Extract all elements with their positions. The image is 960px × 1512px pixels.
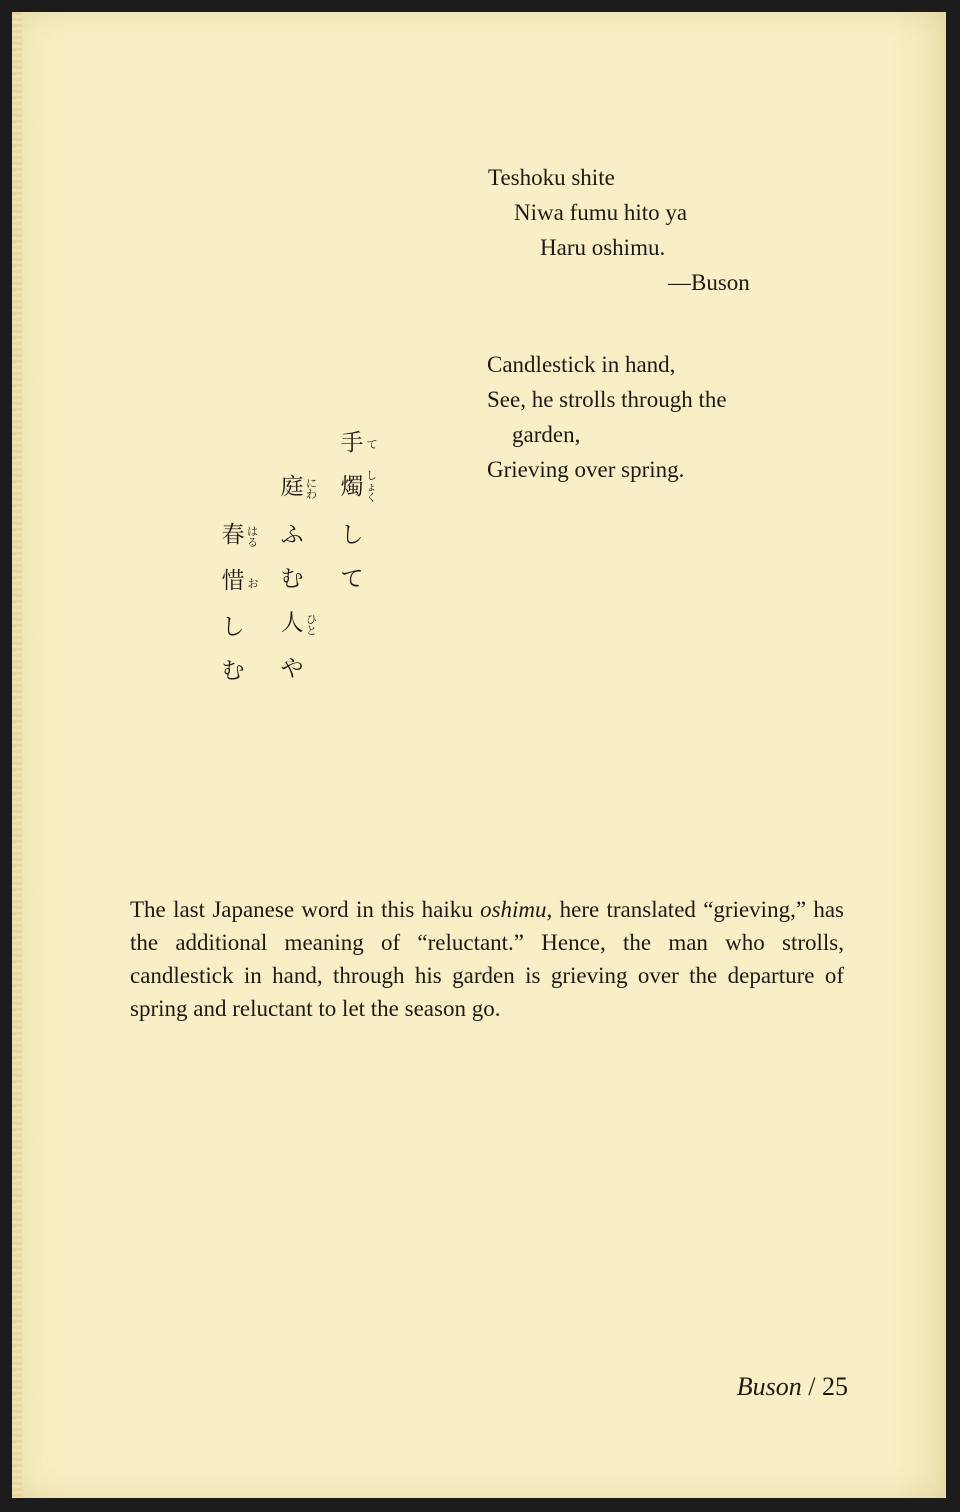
- japanese-char: て: [340, 566, 364, 592]
- translation-line-1: Candlestick in hand,: [487, 352, 676, 377]
- haiku-romaji: [488, 160, 750, 300]
- furigana: はる: [247, 525, 258, 549]
- haiku-attribution: —Buson: [668, 270, 750, 295]
- romaji-line-3: Haru oshimu.: [540, 235, 666, 260]
- commentary-text-end: here translated “grieving,” has the additional meaning of “reluctant.” Hence, the man who strolls, candlestick in hand, through his garden is grieving over the departure of spring and reluctant to let the season go.: [130, 897, 844, 1021]
- furigana: にわ: [306, 477, 317, 501]
- japanese-char: 人: [280, 610, 304, 636]
- furigana: お: [247, 577, 259, 590]
- furigana: ひと: [306, 613, 317, 637]
- translation-line-2-continued: garden,: [512, 422, 581, 447]
- translation-line-2: See, he strolls through the: [487, 387, 727, 412]
- japanese-char: 燭: [340, 474, 364, 500]
- japanese-char: む: [221, 658, 245, 684]
- furigana: しょく: [366, 469, 377, 504]
- japanese-char: や: [280, 656, 304, 682]
- folio-separator: /: [801, 1372, 822, 1401]
- japanese-char: 春: [221, 522, 245, 548]
- commentary-italic-word: oshimu,: [480, 897, 553, 922]
- commentary-paragraph: [130, 893, 844, 1025]
- japanese-char: 庭: [280, 474, 304, 500]
- commentary-text-start: The last Japanese word in this haiku: [130, 897, 481, 922]
- japanese-char: む: [280, 566, 304, 592]
- translation-line-3: Grieving over spring.: [487, 457, 685, 482]
- japanese-char: 手: [340, 430, 364, 456]
- page-number: 25: [822, 1372, 848, 1401]
- running-head: Buson: [736, 1372, 802, 1401]
- haiku-translation: [487, 347, 727, 487]
- furigana: て: [366, 438, 378, 451]
- page-footer: [737, 1372, 848, 1402]
- romaji-line-1: Teshoku shite: [488, 165, 615, 190]
- romaji-line-2: Niwa fumu hito ya: [514, 200, 688, 225]
- japanese-char: ふ: [280, 522, 304, 548]
- japanese-char: 惜: [221, 568, 245, 594]
- japanese-char: し: [221, 614, 245, 640]
- japanese-char: し: [340, 522, 364, 548]
- book-page: [12, 12, 946, 1498]
